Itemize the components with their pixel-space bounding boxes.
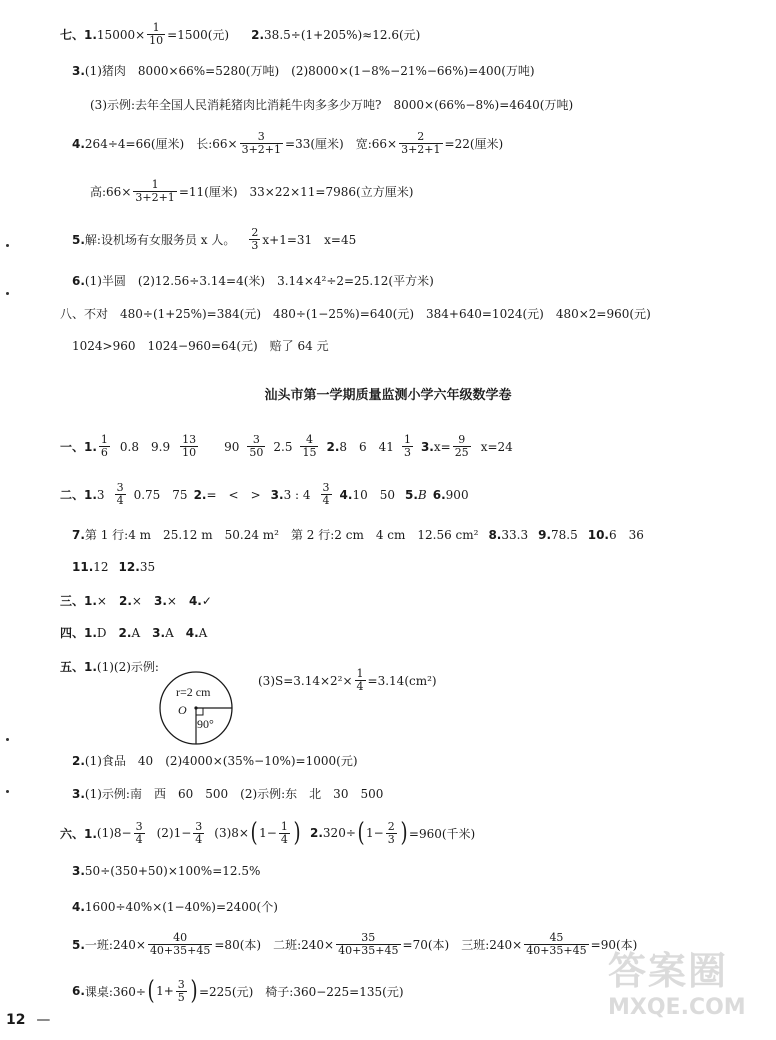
left-paren: ( [147, 976, 155, 1006]
text: 10 50 [352, 488, 395, 502]
q-label: 二、1. [60, 488, 97, 502]
q-number: 3. [270, 487, 284, 502]
p6-line [60, 820, 475, 846]
q-label: 六、1. [60, 826, 97, 841]
text: 一班:240× [84, 938, 146, 952]
fraction: $\frac{3}{4}$ [195, 819, 203, 846]
p6-6-line [72, 978, 404, 1004]
q-number: 6. [72, 273, 85, 288]
text: 0.8 9.9 [119, 440, 171, 454]
p6-4-line [72, 898, 278, 915]
q-label: 五、1. [60, 660, 97, 674]
text: 900 [445, 487, 469, 502]
text: D [96, 625, 107, 640]
p5-2-line [72, 752, 358, 769]
page-number [6, 1012, 50, 1028]
fraction: $\frac{3}{5}$ [177, 977, 185, 1004]
fraction: $\frac{3}{4}$ [135, 819, 143, 846]
q-label: 四、1. [60, 626, 97, 640]
text: =960(千米) [408, 826, 476, 841]
q-number: 6. [72, 984, 85, 998]
page-number-value: 12 [6, 1012, 26, 1028]
q-number: 3. [72, 63, 85, 78]
q7-3-line [72, 62, 535, 79]
text: 1+ [156, 984, 174, 998]
text: =1500(元) [167, 28, 230, 42]
q7-3-line2 [90, 96, 573, 113]
text: 90 [224, 439, 240, 454]
q7-4-line2 [90, 179, 413, 204]
fraction: $\frac{2}{3}$ [251, 226, 259, 252]
fraction: $\frac{9}{25}$ [454, 433, 469, 459]
q-number: 10. [587, 527, 609, 542]
p2-7-line [72, 526, 644, 543]
text: 15000× [96, 27, 146, 42]
text: 78.5 [551, 527, 578, 542]
text: (3)8× [214, 826, 249, 840]
fraction: $\frac{1}{4}$ [280, 819, 288, 846]
q8-line1 [60, 305, 651, 322]
q-number: 9. [538, 527, 552, 542]
p1-line [60, 434, 513, 459]
text: =225(元) 椅子:360−225=135(元) [198, 984, 404, 999]
text: =70(本) 三班:240× [402, 938, 523, 952]
text: B [417, 487, 427, 502]
fraction: $\frac{1}{4}$ [356, 667, 364, 693]
q8-line2 [72, 337, 329, 354]
q-number: 2. [310, 826, 323, 840]
text: (1)(2)示例: [96, 660, 159, 674]
fraction: $\frac{40}{40+35+45}$ [149, 931, 211, 957]
p2-11-line [72, 560, 155, 574]
q-number: 4. [185, 625, 199, 640]
text: =3.14(cm²) [367, 673, 437, 688]
fraction: $\frac{13}{10}$ [182, 433, 197, 459]
text: =22(厘米) [444, 137, 504, 151]
q-number: 12. [118, 560, 140, 574]
fraction: $\frac{2}{3+2+1}$ [401, 130, 441, 156]
q-number: 3. [153, 593, 167, 608]
text: 1− [259, 826, 277, 840]
text: x= [433, 439, 451, 454]
text: (3)S=3.14×2²× [258, 673, 353, 688]
text: 38.5÷(1+205%)≈12.6(元) [264, 28, 421, 42]
text: =80(本) 二班:240× [214, 938, 335, 952]
q-label: 一、1. [60, 440, 97, 454]
p5-line [60, 658, 159, 675]
text: 0.75 75 [133, 488, 188, 502]
cross-mark: × [166, 593, 177, 608]
text: A [165, 625, 174, 640]
left-paren: ( [250, 818, 258, 848]
margin-dot [6, 244, 9, 247]
q-number: 4. [188, 593, 202, 608]
q7-4-line [72, 131, 503, 156]
fraction: $\frac{3}{50}$ [249, 433, 264, 459]
margin-dot [6, 738, 9, 741]
fraction: $\frac{1}{10}$ [149, 21, 164, 47]
text: 第 1 行:4 m 25.12 m 50.24 m² 第 2 行:2 cm 4 cm 12.56 cm² [84, 528, 479, 542]
q-number: 2. [72, 753, 85, 768]
text: =11(厘米) 33×22×11=7986(立方厘米) [178, 185, 414, 199]
fraction: $\frac{3}{3+2+1}$ [241, 130, 282, 156]
text: = < > [206, 488, 261, 502]
text: 3 : 4 [283, 487, 311, 502]
text: x=24 [480, 439, 513, 454]
q-number: 7. [72, 527, 85, 542]
text: 3 [96, 487, 105, 502]
text: A [131, 625, 141, 640]
p5-3b-line [72, 785, 383, 802]
q7-1-line [60, 22, 420, 47]
text: (3)示例:去年全国人民消耗猪肉比消耗牛肉多多少万吨? 8000×(66%−8%)=4640(万吨) [90, 98, 574, 112]
text: (1)猪肉 8000×66%=5280(万吨) (2)8000×(1−8%−21%−66%)=400(万吨) [84, 64, 535, 78]
text: 320÷ [322, 826, 356, 840]
q-number: 5. [72, 232, 85, 247]
q-number: 3. [420, 439, 434, 454]
q-number: 4. [72, 899, 85, 914]
text: A [198, 625, 208, 640]
text: 6 36 [609, 528, 644, 542]
right-paren: ) [400, 818, 408, 848]
q7-label: 七、1. [60, 28, 97, 42]
section-title: 汕头市第一学期质量监测小学六年级数学卷 [264, 388, 512, 403]
q-number: 2. [326, 439, 340, 454]
q-number: 11. [72, 560, 94, 574]
fraction: $\frac{45}{40+35+45}$ [526, 931, 587, 957]
fraction: $\frac{1}{6}$ [100, 433, 108, 459]
fraction: $\frac{3}{4}$ [322, 481, 330, 507]
text: 33.3 [501, 527, 529, 542]
text: =90(本) [590, 938, 638, 952]
circle-diagram [156, 670, 236, 750]
text: 高:66× [90, 185, 132, 199]
text: (2)1− [156, 826, 192, 840]
text: (1)半圆 (2)12.56÷3.14=4(米) 3.14×4²÷2=25.12(平方米) [84, 274, 434, 288]
q-number: 2. [251, 27, 265, 42]
q-number: 2. [118, 625, 132, 640]
watermark-logo [608, 940, 748, 1030]
text: x+1=31 x=45 [262, 233, 357, 247]
text: 8 6 41 [339, 440, 394, 454]
text: 1− [366, 826, 384, 840]
text: 八、不对 480÷(1+25%)=384(元) 480÷(1−25%)=640(元) 384+640=1024(元) 480×2=960(元) [60, 307, 651, 321]
q7-5-line [72, 227, 356, 252]
text: 1600÷40%×(1−40%)=2400(个) [84, 900, 278, 914]
text: 50÷(350+50)×100%=12.5% [84, 864, 261, 878]
q-number: 3. [72, 864, 85, 878]
right-paren: ) [293, 818, 301, 848]
q-number: 8. [488, 527, 502, 542]
q-number: 5. [405, 487, 418, 502]
check-mark: ✓ [201, 593, 212, 608]
q-number: 2. [193, 487, 207, 502]
q-number: 4. [72, 136, 85, 151]
left-paren: ( [357, 818, 365, 848]
right-paren: ) [190, 976, 198, 1006]
text: 12 [93, 560, 109, 574]
cross-mark: × [96, 593, 107, 608]
watermark-text: 答案圈 [608, 949, 729, 993]
text: 课桌:360÷ [84, 984, 146, 999]
text: 35 [139, 560, 156, 574]
radius-label: r=2 cm [176, 685, 211, 699]
text: 264÷4=66(厘米) 长:66× [84, 137, 238, 151]
q-number: 6. [432, 487, 446, 502]
q7-6-line [72, 272, 434, 289]
q-number: 3. [152, 625, 166, 640]
text: =33(厘米) 宽:66× [285, 137, 398, 151]
cross-mark: × [131, 593, 142, 608]
q-label: 三、1. [60, 594, 97, 608]
p4-line [60, 624, 207, 641]
angle-label: 90° [197, 717, 214, 731]
page-dash: — [36, 1012, 51, 1028]
text: 2.5 [273, 439, 293, 454]
p3-line [60, 592, 212, 609]
p2-line [60, 482, 469, 507]
text: (1)8− [96, 826, 132, 840]
margin-dot [6, 292, 9, 295]
text: (1)食品 40 (2)4000×(35%−10%)=1000(元) [84, 754, 358, 768]
p6-3-line [72, 864, 260, 878]
text: 解:设机场有女服务员 x 人。 [84, 233, 236, 247]
fraction: $\frac{35}{40+35+45}$ [338, 931, 399, 957]
q-number: 2. [118, 593, 132, 608]
margin-dot [6, 790, 9, 793]
q-number: 5. [72, 937, 85, 952]
text: (1)示例:南 西 60 500 (2)示例:东 北 30 500 [84, 787, 384, 801]
p6-5-line [72, 932, 637, 957]
text: 1024>960 1024−960=64(元) 赔了 64 元 [72, 339, 329, 353]
p5-3-line [258, 668, 437, 693]
center-label: O [178, 703, 187, 717]
fraction: $\frac{3}{4}$ [116, 481, 124, 507]
watermark-url: MXQE.COM [608, 995, 746, 1020]
fraction: $\frac{1}{3}$ [403, 433, 411, 459]
fraction: $\frac{4}{15}$ [302, 433, 317, 459]
q-number: 3. [72, 786, 85, 801]
fraction: $\frac{2}{3}$ [387, 819, 395, 846]
fraction: $\frac{1}{3+2+1}$ [135, 178, 175, 204]
q-number: 4. [339, 487, 353, 502]
